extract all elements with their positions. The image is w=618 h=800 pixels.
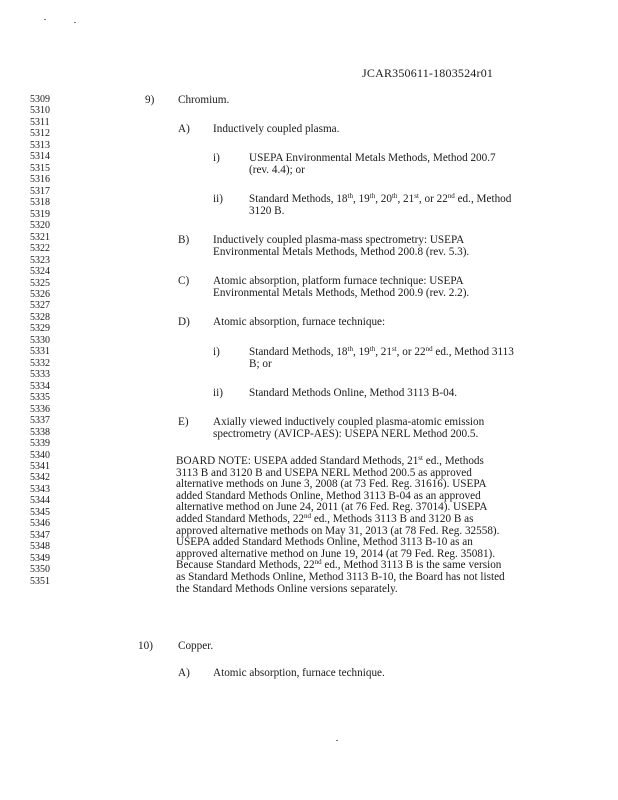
line-number: 5327 xyxy=(30,300,50,312)
line-number: 5318 xyxy=(30,197,50,209)
board-note xyxy=(176,456,528,595)
board-note-line: alternative method on June 24, 2011 (at 76 Fed. Reg. 37014). USEPA xyxy=(176,501,488,514)
line-number: 5309 xyxy=(30,94,50,105)
line-number: 5332 xyxy=(30,357,50,369)
item-a-text: Inductively coupled plasma. xyxy=(213,123,340,135)
item-a-ii-label: ii) xyxy=(213,193,223,205)
line-number: 5329 xyxy=(30,323,50,335)
item-c-line1: Atomic absorption, platform furnace technique: USEPA xyxy=(213,275,464,287)
board-note-line: BOARD NOTE: USEPA added Standard Methods, 21st ed., Methods xyxy=(176,454,484,467)
line-number: 5351 xyxy=(30,575,50,587)
board-note-line: the Standard Methods Online versions separately. xyxy=(176,582,398,595)
item-e-line2: spectrometry (AVICP-AES): USEPA NERL Method 200.5. xyxy=(213,428,479,440)
board-note-line: added Standard Methods, 22nd ed., Methods 3113 B and 3120 B as xyxy=(176,511,474,525)
board-note-line: approved alternative method on June 19, 2014 (at 79 Fed. Reg. 35081). xyxy=(176,547,496,560)
item-d-ii-text: Standard Methods Online, Method 3113 B-04. xyxy=(249,387,458,399)
line-number: 5340 xyxy=(30,449,50,461)
item-b-label: B) xyxy=(178,234,190,246)
line-number: 5321 xyxy=(30,231,50,243)
document-id: JCAR350611-1803524r01 xyxy=(362,66,494,80)
item-a-ii-line2: 3120 B. xyxy=(249,205,285,217)
line-number: 5316 xyxy=(30,174,50,186)
line-number: 5337 xyxy=(30,415,50,427)
line-number: 5328 xyxy=(30,311,50,323)
item-d-label: D) xyxy=(178,316,190,328)
line-number: 5346 xyxy=(30,518,50,530)
line-number: 5330 xyxy=(30,334,50,346)
line-number: 5350 xyxy=(30,564,50,576)
board-note-line: as Standard Methods Online, Method 3113 B-10, the Board has not listed xyxy=(176,570,505,583)
board-note-line: 3113 B and 3120 B and USEPA NERL Method 200.5 as approved xyxy=(176,466,472,479)
line-number: 5317 xyxy=(30,185,50,197)
item-10-a-label: A) xyxy=(178,667,190,679)
item-a-i-line1: USEPA Environmental Metals Methods, Method 200.7 xyxy=(249,152,496,164)
item-e-line1: Axially viewed inductively coupled plasma-atomic emission xyxy=(213,416,485,428)
line-number: 5349 xyxy=(30,552,50,564)
line-number: 5312 xyxy=(30,128,50,140)
line-number: 5333 xyxy=(30,369,50,381)
item-9-title: Chromium. xyxy=(178,94,230,106)
item-10-title: Copper. xyxy=(178,640,214,652)
line-number: 5322 xyxy=(30,243,50,255)
item-b-line1: Inductively coupled plasma-mass spectrometry: USEPA xyxy=(213,234,465,246)
line-number: 5335 xyxy=(30,392,50,404)
item-a-i-label: i) xyxy=(213,152,220,164)
item-9-number: 9) xyxy=(145,94,155,106)
line-number: 5323 xyxy=(30,254,50,266)
line-number: 5344 xyxy=(30,495,50,507)
item-c-label: C) xyxy=(178,275,190,287)
scan-speck xyxy=(74,22,76,23)
line-number-column xyxy=(30,94,70,587)
item-a-ii-line1: Standard Methods, 18th, 19th, 20th, 21st, or 22nd ed., Method xyxy=(249,192,512,205)
line-number: 5334 xyxy=(30,380,50,392)
line-number: 5315 xyxy=(30,162,50,174)
line-number: 5326 xyxy=(30,288,50,300)
line-number: 5320 xyxy=(30,220,50,232)
line-number: 5343 xyxy=(30,483,50,495)
line-number: 5331 xyxy=(30,346,50,358)
board-note-line: alternative methods on June 3, 2008 (at 73 Fed. Reg. 31616). USEPA xyxy=(176,478,487,491)
board-note-line: added Standard Methods Online, Method 3113 B-04 as an approved xyxy=(176,489,481,502)
line-number: 5310 xyxy=(30,105,50,117)
line-number: 5319 xyxy=(30,208,50,220)
scan-speck xyxy=(336,740,338,741)
line-number: 5314 xyxy=(30,151,50,163)
line-number: 5313 xyxy=(30,139,50,151)
line-number: 5311 xyxy=(30,116,50,128)
line-number: 5347 xyxy=(30,529,50,541)
item-d-text: Atomic absorption, furnace technique: xyxy=(213,316,386,328)
line-number: 5339 xyxy=(30,438,50,450)
line-number: 5348 xyxy=(30,541,50,553)
line-number: 5345 xyxy=(30,506,50,518)
item-a-label: A) xyxy=(178,123,190,135)
item-d-i-line2: B; or xyxy=(249,358,272,370)
item-10-a-text: Atomic absorption, furnace technique. xyxy=(213,667,385,679)
board-note-line: approved alternative methods on May 31, 2013 (at 78 Fed. Reg. 32558). xyxy=(176,524,500,537)
item-a-i-line2: (rev. 4.4); or xyxy=(249,164,305,176)
line-number: 5325 xyxy=(30,277,50,289)
item-d-i-label: i) xyxy=(213,346,220,358)
item-d-i-line1: Standard Methods, 18th, 19th, 21st, or 22nd ed., Method 3113 xyxy=(249,345,514,358)
line-number: 5336 xyxy=(30,403,50,415)
board-note-line: USEPA added Standard Methods Online, Method 3113 B-10 as an xyxy=(176,536,473,549)
line-number: 5341 xyxy=(30,461,50,472)
line-number: 5342 xyxy=(30,472,50,484)
scan-speck xyxy=(44,19,46,20)
line-number: 5338 xyxy=(30,426,50,438)
board-note-line: Because Standard Methods, 22nd ed., Method 3113 B is the same version xyxy=(176,558,502,572)
item-e-label: E) xyxy=(178,416,189,428)
item-10-number: 10) xyxy=(138,640,153,652)
line-number: 5324 xyxy=(30,266,50,278)
item-c-line2: Environmental Metals Methods, Method 200.9 (rev. 2.2). xyxy=(213,287,470,299)
item-b-line2: Environmental Metals Methods, Method 200.8 (rev. 5.3). xyxy=(213,246,470,258)
item-d-ii-label: ii) xyxy=(213,387,223,399)
